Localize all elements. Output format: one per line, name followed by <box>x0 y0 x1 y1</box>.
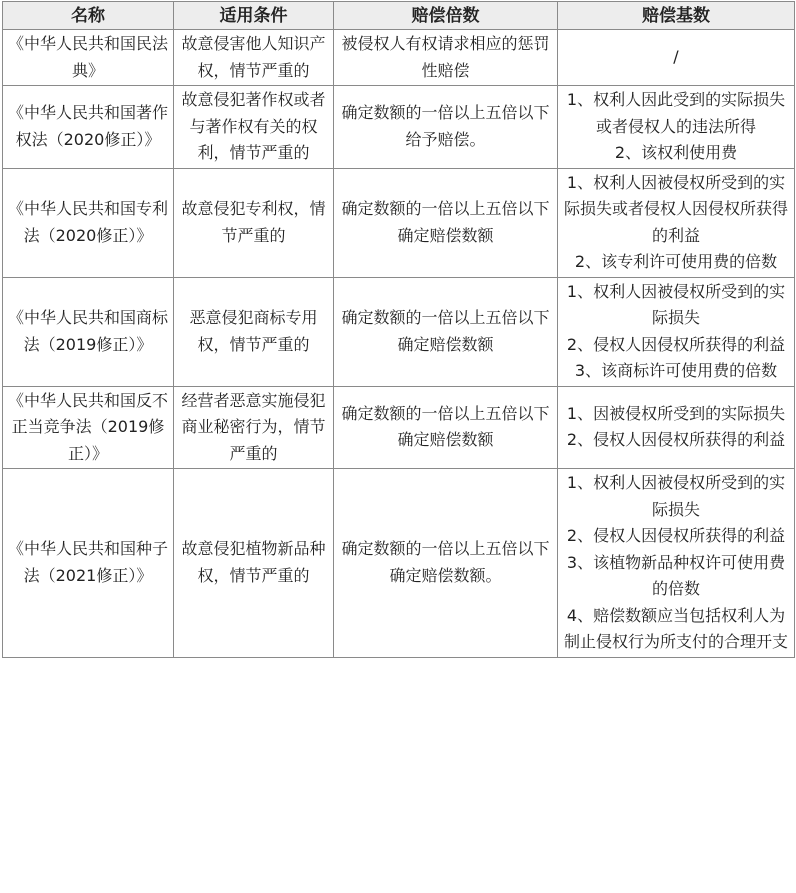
condition-cell: 恶意侵犯商标专用权，情节严重的 <box>174 277 334 386</box>
basis-item: 4、赔偿数额应当包括权利人为制止侵权行为所支付的合理开支 <box>563 605 788 651</box>
basis-item: 1、权利人因被侵权所受到的实际损失或者侵权人因侵权所获得的利益 <box>563 172 788 245</box>
table-body <box>3 30 795 658</box>
law-name-cell: 《中华人民共和国反不正当竞争法（2019修正）》 <box>3 386 174 469</box>
law-name-cell: 《中华人民共和国专利法（2020修正）》 <box>3 168 174 277</box>
basis-item: 1、因被侵权所受到的实际损失 <box>566 403 786 423</box>
basis-cell <box>558 469 795 658</box>
basis-cell <box>558 277 795 386</box>
condition-cell: 经营者恶意实施侵犯商业秘密行为，情节严重的 <box>174 386 334 469</box>
basis-item: 1、权利人因被侵权所受到的实际损失 <box>566 281 786 327</box>
basis-item: 3、该植物新品种权许可使用费的倍数 <box>566 552 786 598</box>
law-name-cell: 《中华人民共和国民法典》 <box>3 30 174 86</box>
header-basis: 赔偿基数 <box>558 2 795 30</box>
basis-cell <box>558 168 795 277</box>
table-row <box>3 168 795 277</box>
condition-cell: 故意侵犯著作权或者与著作权有关的权利，情节严重的 <box>174 86 334 169</box>
multiple-cell: 确定数额的一倍以上五倍以下给予赔偿。 <box>334 86 558 169</box>
condition-cell: 故意侵犯植物新品种权，情节严重的 <box>174 469 334 658</box>
condition-cell: 故意侵害他人知识产权，情节严重的 <box>174 30 334 86</box>
basis-item: 2、侵权人因侵权所获得的利益 <box>566 526 786 545</box>
table-row <box>3 469 795 658</box>
basis-cell <box>558 30 795 86</box>
table-row <box>3 386 795 469</box>
table-row <box>3 86 795 169</box>
table-row <box>3 277 795 386</box>
basis-item: 2、侵权人因侵权所获得的利益 <box>566 430 786 450</box>
header-name: 名称 <box>3 2 174 30</box>
table-header <box>3 2 795 30</box>
header-condition: 适用条件 <box>174 2 334 30</box>
basis-item: 2、侵权人因侵权所获得的利益 <box>566 334 786 354</box>
header-multiple: 赔偿倍数 <box>334 2 558 30</box>
multiple-cell: 被侵权人有权请求相应的惩罚性赔偿 <box>334 30 558 86</box>
basis-item: 3、该商标许可使用费的倍数 <box>574 361 778 380</box>
basis-item: 1、权利人因被侵权所受到的实际损失 <box>566 473 786 519</box>
law-name-cell: 《中华人民共和国种子法（2021修正）》 <box>3 469 174 658</box>
law-name-cell: 《中华人民共和国著作权法（2020修正）》 <box>3 86 174 169</box>
basis-item: 2、该权利使用费 <box>614 143 738 162</box>
basis-cell <box>558 86 795 169</box>
basis-item: 1、权利人因此受到的实际损失或者侵权人的违法所得 <box>566 90 786 136</box>
basis-cell <box>558 386 795 469</box>
basis-item: 2、该专利许可使用费的倍数 <box>574 252 778 271</box>
law-name-cell: 《中华人民共和国商标法（2019修正）》 <box>3 277 174 386</box>
multiple-cell: 确定数额的一倍以上五倍以下确定赔偿数额 <box>334 386 558 469</box>
condition-cell: 故意侵犯专利权，情节严重的 <box>174 168 334 277</box>
basis-item: / <box>673 47 679 67</box>
header-row <box>3 2 795 30</box>
table-row <box>3 30 795 86</box>
multiple-cell: 确定数额的一倍以上五倍以下确定赔偿数额。 <box>334 469 558 658</box>
punitive-damages-table <box>2 1 795 658</box>
multiple-cell: 确定数额的一倍以上五倍以下确定赔偿数额 <box>334 277 558 386</box>
multiple-cell: 确定数额的一倍以上五倍以下确定赔偿数额 <box>334 168 558 277</box>
